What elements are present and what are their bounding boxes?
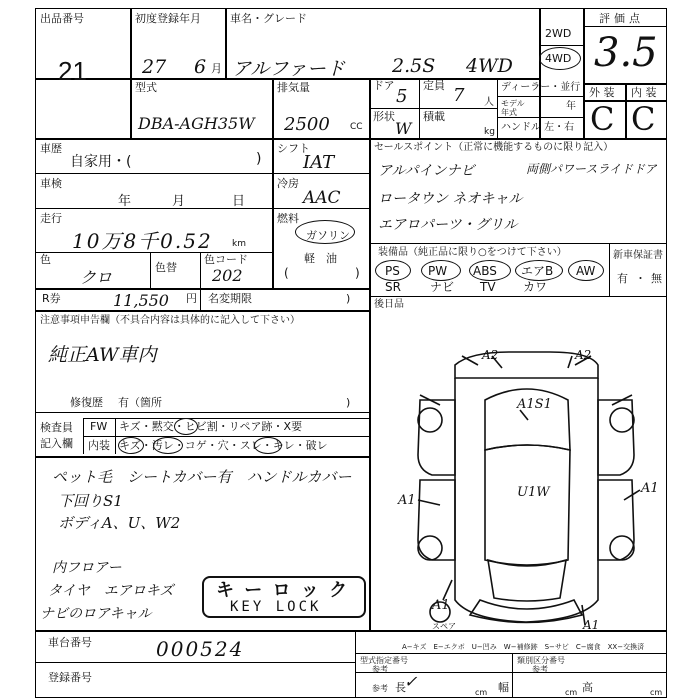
fw-items: キズ・黙交・ヒビ割・リペア跡・X要 [119,420,303,433]
cc-unit: CC [350,122,363,132]
spare-label: スペア [432,622,456,631]
r-ticket-value: 11,550 [113,291,169,310]
damage-mark-hood: A1S1 [517,397,552,412]
damage-mark-front-right: A2 [575,348,592,362]
damage-mark-roof: U1W [517,485,550,500]
equip-tv: TV [480,280,496,294]
exterior-grade: C [590,100,615,138]
damage-legend: A−キズ E−エクボ U−凹み W−補修跡 S−サビ C−腐食 XX−交換済 [402,643,645,651]
r-ticket-label: R券 [42,292,61,305]
repair-history-label: 修復歴 [70,396,103,409]
length-label: 長 [395,681,406,694]
color-label: 色 [40,253,51,266]
yen-unit: 円 [186,292,197,305]
lot-number-label: 出品番号 [40,12,84,25]
month-unit: 月 [211,62,222,75]
displacement-value: 2500 [284,114,330,135]
fuel-paren-close: ) [355,266,360,280]
kg-unit: kg [484,127,495,137]
usage-label: 車歴 [40,142,62,155]
equip-leather: カワ [523,280,548,294]
registration-number-label: 登録番号 [48,671,92,684]
report-line-3: ボディA、U、W2 [58,514,181,532]
notes-label: 注意事項申告欄（不具合内容は具体的に記入して下さい） [40,315,300,326]
fw-label: FW [90,420,108,433]
fuel-paren-open: ( [284,266,289,280]
key-lock-en: KEY LOCK [230,599,322,615]
name-change-paren: ) [346,292,351,305]
sales-point-1: アルパインナビ [378,163,475,179]
rating-value: 3.5 [594,30,658,76]
first-registration-month: 6 [194,56,207,78]
type-label: 型式 [135,81,157,94]
damage-mark-rear-left: A1 [432,598,450,613]
interior-label: 内装 [88,439,110,452]
usage-close: ) [256,151,262,167]
color-code-label: 色コード [204,253,248,266]
dealer-label: ディーラー・並行 [501,82,581,93]
car-grade: 2.5S [392,55,436,77]
mileage-label: 走行 [40,212,62,225]
ac-label: 冷房 [277,177,299,190]
type-spec-ref: 参考 [372,665,388,674]
repair-history-close: ) [346,396,351,409]
color-value: クロ [80,268,113,287]
back-item-label: 後日品 [374,299,404,310]
lower-line-1: 内フロアー [52,560,122,576]
model-type: DBA-AGH35W [138,114,255,133]
damage-mark-right-side: A1 [641,481,659,496]
shape-label: 形状 [373,110,395,123]
interior-grade-label: 内 装 [631,86,657,99]
drive-4wd: 4WD [545,52,572,65]
repair-history-value: 有（箇所 [118,396,162,409]
equip-aw: AW [576,264,596,278]
color-change-label: 色替 [155,261,177,274]
capacity-label: 定員 [423,79,445,92]
warranty-yes: 有 [617,272,628,285]
car-name: アルファード [232,58,345,80]
usage-value: 自家用・( [70,154,132,170]
fuel-label: 燃料 [277,212,299,225]
rating-label: 評価点 [599,12,644,25]
equip-abs: ABS [473,264,497,278]
sales-point-4: エアロパーツ・グリル [378,217,518,233]
fuel-diesel: 軽 油 [304,252,337,265]
equipment-label: 装備品（純正品に限り○をつけて下さい） [378,247,567,258]
interior-items: キズ・汚レ・コゲ・穴・スレ・キレ・破レ [119,439,328,452]
doors-value: 5 [396,86,408,107]
key-lock-jp: キ ー ロ ッ ク [216,580,350,601]
width-label: 幅 [498,681,509,694]
shift-value: IAT [303,152,335,173]
length-unit: cm [475,688,488,697]
sales-point-2: 両側パワースライドドア [526,162,657,176]
model-year-label: モデル年式 [501,99,525,117]
inspector-label-2: 記入欄 [40,437,73,450]
chassis-number: 000524 [156,637,245,661]
shift-label: シフト [277,142,310,155]
equip-pw: PW [428,264,448,278]
damage-mark-left-side: A1 [398,493,416,508]
load-label: 積載 [423,110,445,123]
height-unit: cm [650,688,663,697]
shaken-year-unit: 年 [118,194,132,209]
mileage-value: 10万8千0.52 [72,229,213,253]
first-registration-label: 初度登録年月 [135,12,201,25]
category-label: 類別区分番号 [517,656,565,665]
type-spec-label: 型式指定番号 [360,656,408,665]
doors-label: ドア [373,79,395,92]
displacement-label: 排気量 [277,81,310,94]
drive-2wd: 2WD [545,27,572,40]
shaken-day-unit: 日 [232,194,246,209]
height-label: 高 [582,681,593,694]
report-line-1: ペット毛 シートカバー有 ハンドルカバー [52,468,352,486]
shaken-month-unit: 月 [172,194,186,209]
color-code-value: 202 [212,266,243,285]
ac-value: AAC [303,188,341,208]
first-registration-year: 27 [142,56,167,78]
model-year-unit: 年 [566,101,576,112]
sales-point-3: ロータウン ネオキャル [378,191,523,207]
name-change-label: 名変期限 [208,292,252,305]
report-line-2: 下回りS1 [58,492,123,510]
equip-airbag: エアB [521,264,554,278]
equip-ps: PS [385,264,400,278]
shaken-label: 車検 [40,177,62,190]
damage-mark-front-left: A2 [482,348,499,362]
capacity-value: 7 [453,85,465,106]
car-name-label: 車名・グレード [230,12,307,25]
lot-number: 21 [58,56,87,86]
warranty-no: 無 [651,272,662,285]
lower-line-3: ナビのロアキャル [40,606,152,622]
warranty-separator: ・ [635,272,646,285]
handle-label: ハンドル 左・右 [501,122,575,133]
notes-text: 純正AW車内 [48,344,157,366]
warranty-label: 新車保証書 [613,250,663,261]
checkmark-stamp: ✓ [404,672,418,691]
exterior-grade-label: 外 装 [589,86,615,99]
equip-sr: SR [385,280,401,294]
car-grade-drive: 4WD [466,55,513,77]
inspector-label: 検査員 [40,421,73,434]
chassis-number-label: 車台番号 [48,636,92,649]
fuel-gasoline: ガソリン [306,229,350,242]
lower-line-2: タイヤ エアロキズ [48,583,174,599]
interior-grade: C [631,100,656,138]
width-unit: cm [565,688,578,697]
footer-ref-label: 参考 [372,684,388,693]
sales-point-label: セールスポイント（正常に機能するものに限り記入） [374,142,614,153]
category-ref: 参考 [532,665,548,674]
persons-unit: 人 [484,97,494,108]
shape-value: W [395,119,412,138]
damage-mark-rear-right: A1 [583,618,600,632]
km-unit: km [232,239,246,249]
equip-navi: ナビ [430,280,455,294]
